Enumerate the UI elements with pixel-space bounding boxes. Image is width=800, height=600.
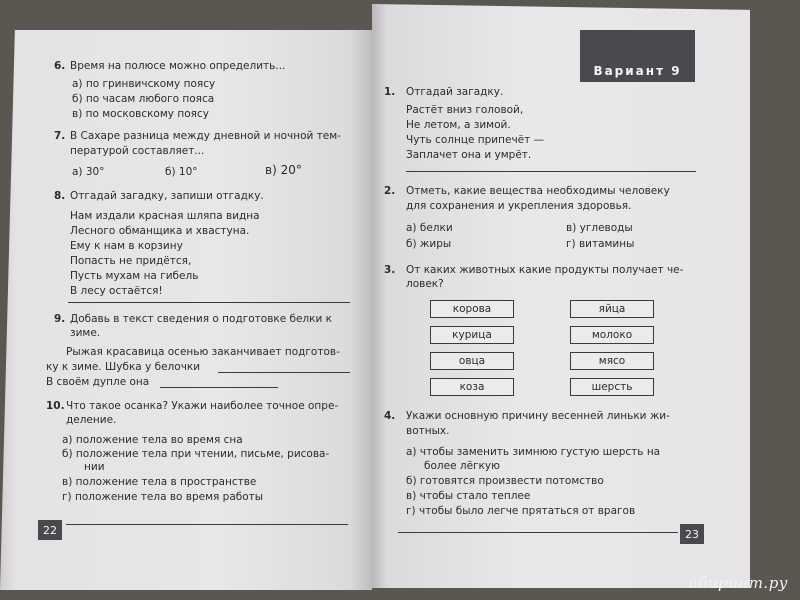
question-7-option-b: б) 10°: [165, 166, 198, 178]
right-question-4-line-2: вотных.: [406, 425, 450, 437]
right-question-2-option-b[interactable]: б) жиры: [406, 238, 452, 250]
left-page-number: 22: [38, 520, 62, 540]
left-footer-rule: [66, 524, 348, 525]
question-10-number: 10.: [46, 400, 65, 412]
product-box-wool[interactable]: шерсть: [570, 378, 654, 396]
question-8-poem-line-3: Ему к нам в корзину: [70, 240, 183, 252]
question-7-option-a: а) 30°: [72, 166, 105, 178]
question-9-answer-line-1[interactable]: [218, 372, 350, 373]
question-9-body-line-2: ку к зиме. Шубка у белочки: [46, 361, 201, 373]
question-10-line-1: Что такое осанка? Укажи наиболее точное опре-: [66, 400, 339, 412]
right-question-1-poem-line-3: Чуть солнце припечёт —: [406, 134, 545, 146]
question-7-line-1: В Сахаре разница между дневной и ночной тем-: [70, 130, 341, 142]
animal-box-sheep[interactable]: овца: [430, 352, 514, 370]
question-9-body-line-3: В своём дупле она: [46, 376, 150, 388]
right-question-1-number: 1.: [384, 86, 396, 98]
right-question-2-option-a[interactable]: а) белки: [406, 222, 453, 234]
question-6-option-b: б) по часам любого пояса: [72, 93, 215, 105]
question-10-option-b: б) положение тела при чтении, письме, рисова-: [62, 448, 330, 460]
right-question-2-option-d[interactable]: г) витамины: [566, 238, 635, 250]
product-box-eggs[interactable]: яйца: [570, 300, 654, 318]
question-7-option-c: в) 20°: [265, 163, 302, 177]
right-question-2-line-1: Отметь, какие вещества необходимы человеку: [406, 185, 670, 197]
product-box-milk[interactable]: молоко: [570, 326, 654, 344]
variant-tab-top: [580, 30, 695, 60]
question-10-option-a: а) положение тела во время сна: [62, 434, 243, 446]
right-footer-rule: [398, 532, 678, 533]
right-question-4-option-a[interactable]: а) чтобы заменить зимнюю густую шерсть на: [406, 446, 661, 458]
question-10-line-2: деление.: [66, 414, 117, 426]
question-8-answer-line[interactable]: [68, 302, 350, 303]
question-8-poem-line-1: Нам издали красная шляпа видна: [70, 210, 260, 222]
question-8-poem-line-4: Попасть не придётся,: [70, 255, 192, 267]
question-8-poem-line-5: Пусть мухам на гибель: [70, 270, 199, 282]
right-question-4-number: 4.: [384, 410, 396, 422]
right-question-1-poem-line-2: Не летом, а зимой.: [406, 119, 511, 131]
question-9-number: 9.: [54, 313, 66, 325]
watermark-logo: абиринт.ру: [688, 574, 788, 592]
right-question-4-option-b[interactable]: б) готовятся произвести потомство: [406, 475, 604, 487]
question-6-number: 6.: [54, 60, 66, 72]
product-box-meat[interactable]: мясо: [570, 352, 654, 370]
question-7-number: 7.: [54, 130, 66, 142]
right-question-1-poem-line-4: Заплачет она и умрёт.: [406, 149, 532, 161]
question-8-number: 8.: [54, 190, 66, 202]
question-9-line-2: зиме.: [70, 327, 101, 339]
right-question-3-line-1: От каких животных какие продукты получает че-: [406, 264, 684, 276]
right-question-2-option-c[interactable]: в) углеводы: [566, 222, 633, 234]
question-9-answer-line-2[interactable]: [160, 387, 278, 388]
right-question-2-number: 2.: [384, 185, 396, 197]
question-6-option-a: а) по гринвичскому поясу: [72, 78, 216, 90]
question-8-text: Отгадай загадку, запиши отгадку.: [70, 190, 264, 202]
right-question-4-option-a-cont: более лёгкую: [424, 460, 500, 472]
right-question-1-poem-line-1: Растёт вниз головой,: [406, 104, 524, 116]
right-question-2-line-2: для сохранения и укрепления здоровья.: [406, 200, 632, 212]
right-question-1-answer-line[interactable]: [406, 171, 696, 172]
variant-label: Вариант 9: [580, 60, 695, 82]
right-page-number: 23: [680, 524, 704, 544]
question-6-option-c: в) по московскому поясу: [72, 108, 209, 120]
question-8-poem-line-2: Лесного обманщика и хвастуна.: [70, 225, 250, 237]
right-question-4-option-c[interactable]: в) чтобы стало теплее: [406, 490, 531, 502]
right-question-3-number: 3.: [384, 264, 396, 276]
question-6-text: Время на полюсе можно определить...: [70, 60, 286, 72]
question-10-option-d: г) положение тела во время работы: [62, 491, 264, 503]
animal-box-goat[interactable]: коза: [430, 378, 514, 396]
question-9-line-1: Добавь в текст сведения о подготовке белки к: [70, 313, 333, 325]
right-question-3-line-2: ловек?: [406, 278, 444, 290]
question-8-poem-line-6: В лесу остаётся!: [70, 285, 163, 297]
right-question-4-line-1: Укажи основную причину весенней линьки жи-: [406, 410, 670, 422]
right-question-4-option-d[interactable]: г) чтобы было легче прятаться от врагов: [406, 505, 636, 517]
question-7-line-2: пературой составляет...: [70, 145, 205, 157]
question-9-body-line-1: Рыжая красавица осенью заканчивает подготов-: [66, 346, 340, 358]
question-10-option-b-cont: нии: [84, 461, 105, 473]
animal-box-cow[interactable]: корова: [430, 300, 514, 318]
right-question-1-text: Отгадай загадку.: [406, 86, 504, 98]
question-10-option-c: в) положение тела в пространстве: [62, 476, 257, 488]
animal-box-chicken[interactable]: курица: [430, 326, 514, 344]
